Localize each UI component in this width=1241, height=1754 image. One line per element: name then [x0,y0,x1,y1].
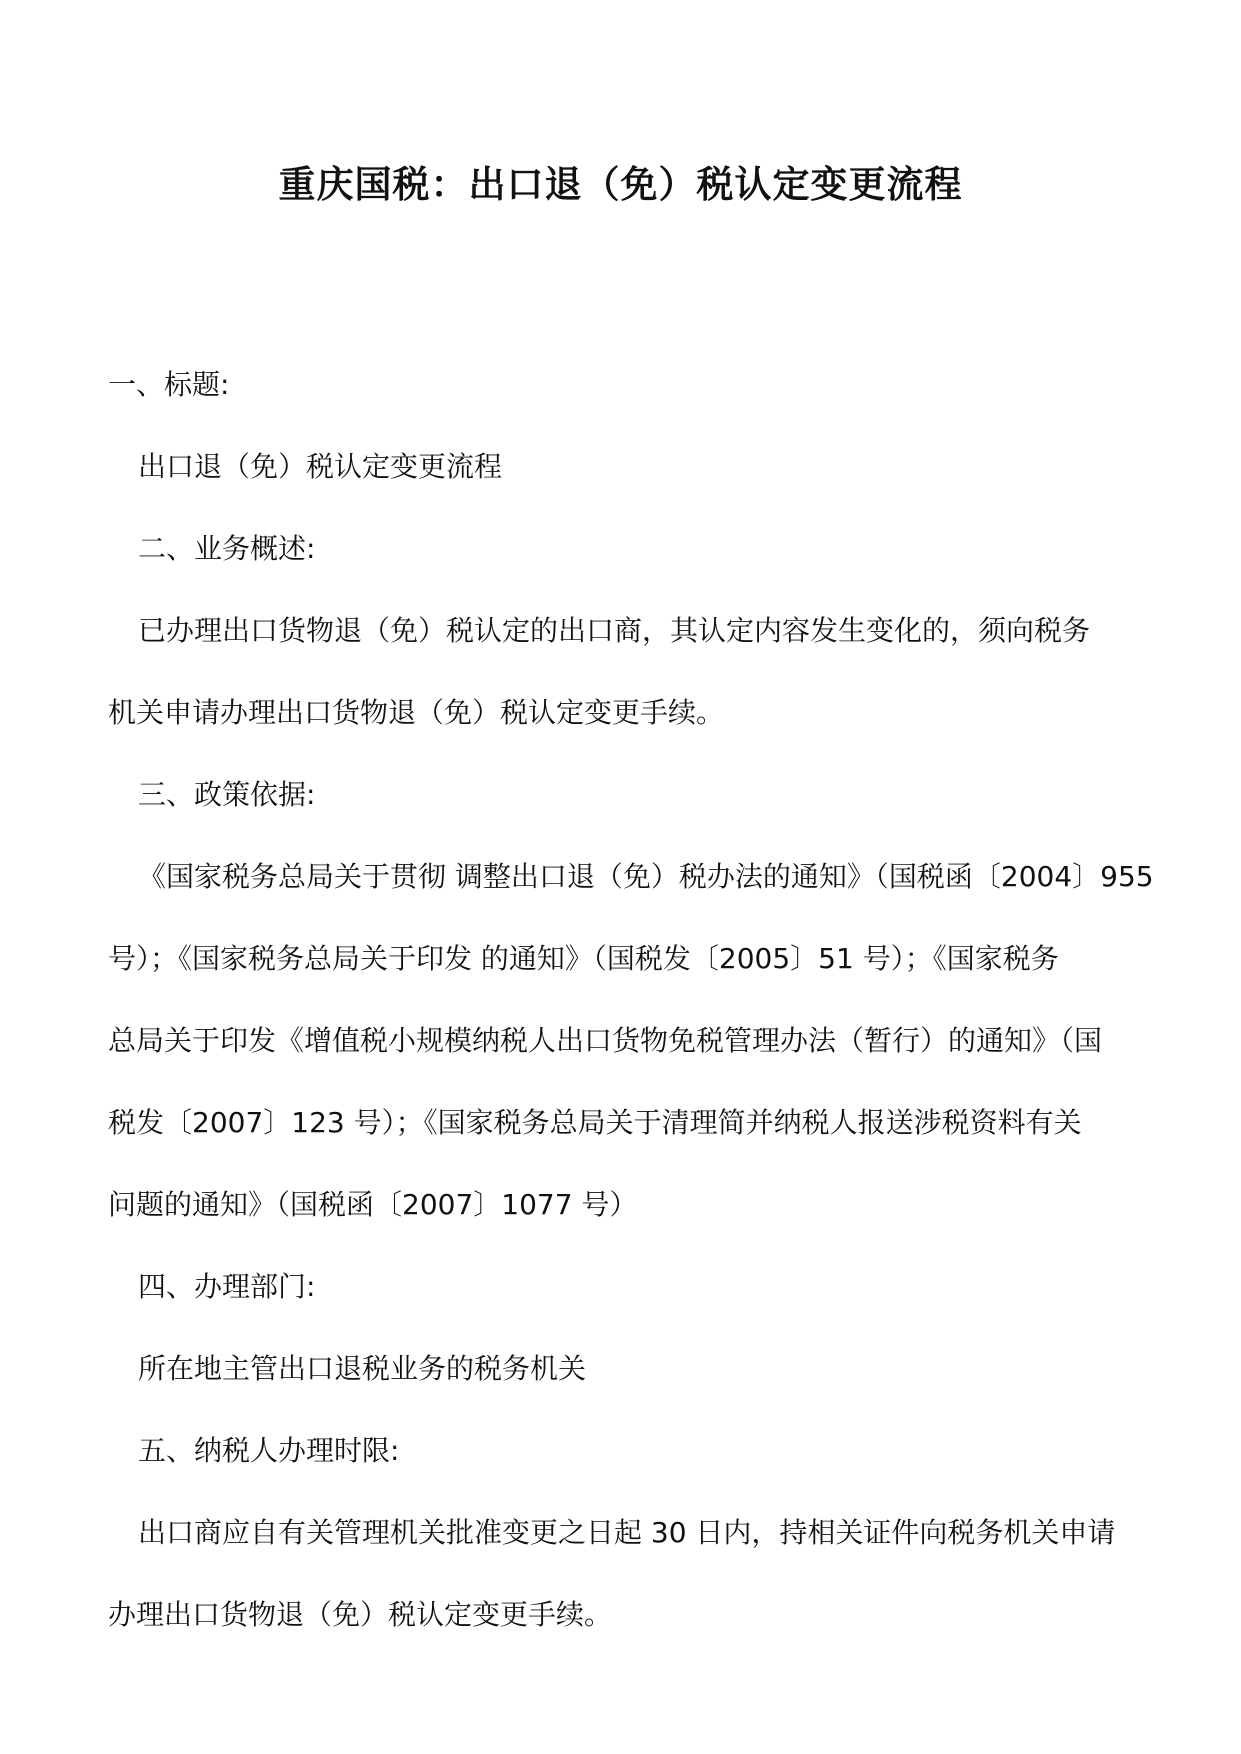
paragraph-line: 税发〔2007〕123 号）；《国家税务总局关于清理简并纳税人报送涉税资料有关 [108,1106,1082,1139]
section-heading-3: 三、政策依据: [138,778,316,811]
paragraph-line: 《国家税务总局关于贯彻 调整出口退（免）税办法的通知》（国税函〔2004〕955 [138,860,1154,893]
section-heading-5: 五、纳税人办理时限: [138,1434,400,1467]
paragraph-line: 出口商应自有关管理机关批准变更之日起 30 日内，持相关证件向税务机关申请 [138,1516,1116,1549]
document-body [108,344,1154,1656]
paragraph-line: 总局关于印发《增值税小规模纳税人出口货物免税管理办法（暂行）的通知》（国 [108,1024,1103,1057]
section-heading-4: 四、办理部门: [138,1270,316,1303]
document-title: 重庆国税：出口退（免）税认定变更流程 [278,162,963,206]
paragraph-line: 出口退（免）税认定变更流程 [138,450,503,483]
paragraph-line: 问题的通知》（国税函〔2007〕1077 号） [108,1188,638,1221]
section-heading-2: 二、业务概述: [138,532,316,565]
paragraph-line: 已办理出口货物退（免）税认定的出口商，其认定内容发生变化的，须向税务 [138,614,1091,647]
paragraph-line: 号）；《国家税务总局关于印发 的通知》（国税发〔2005〕51 号）；《国家税务 [108,942,1059,975]
section-heading-1: 一、标题: [108,368,230,401]
paragraph-line: 所在地主管出口退税业务的税务机关 [138,1352,587,1385]
paragraph-line: 办理出口货物退（免）税认定变更手续。 [108,1598,613,1631]
paragraph-line: 机关申请办理出口货物退（免）税认定变更手续。 [108,696,725,729]
